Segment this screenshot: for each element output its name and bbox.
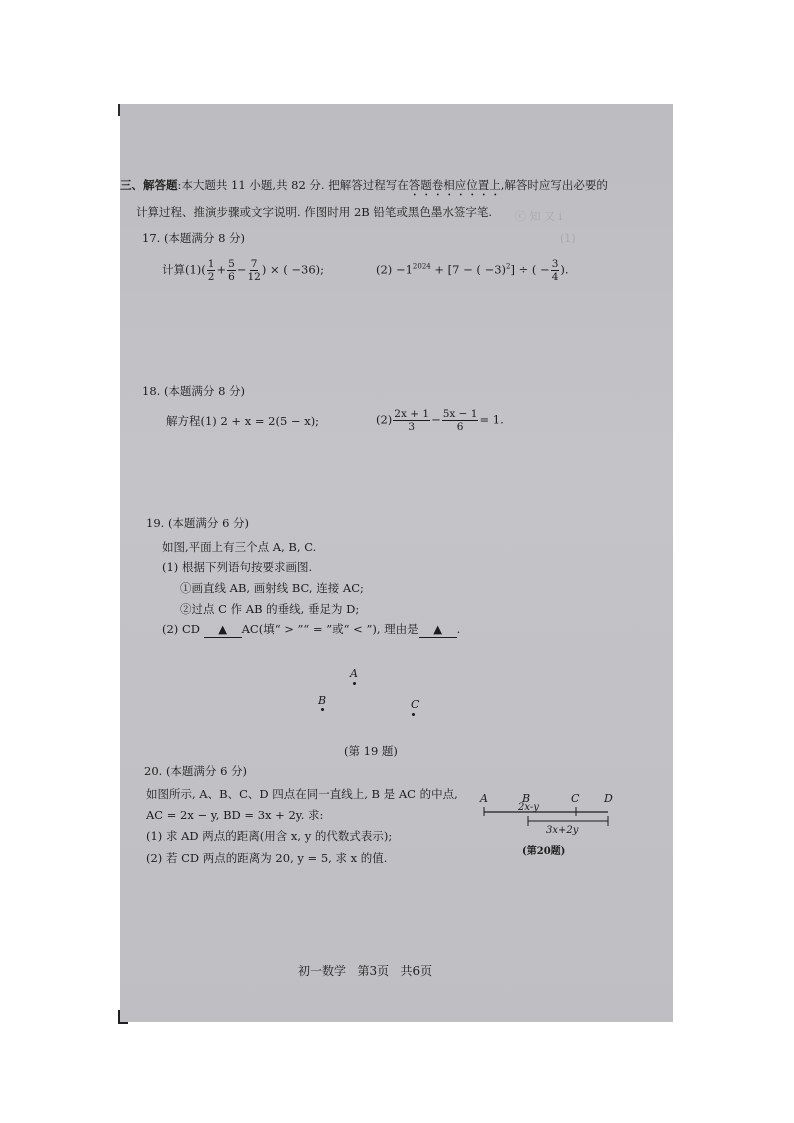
- answer-blank: ▲: [204, 622, 242, 638]
- question-17-part1: 计算(1)( $\frac{1}{2}$ + $\frac{5}{6}$ − $\frac{7}{12}$ ) × ( −36);: [162, 258, 325, 283]
- fig20-label-a: A: [480, 792, 488, 805]
- point-b-label: B: [318, 694, 327, 707]
- question-18-part2: (2) $\frac{2x + 1}{3}$ − $\frac{5x - 1}{6}$ = 1.: [376, 408, 504, 433]
- question-19-line1: 如图,平面上有三个点 A, B, C.: [162, 540, 317, 554]
- question-20-line1: 如图所示, A、B、C、D 四点在同一直线上, B 是 AC 的中点,: [146, 787, 458, 801]
- question-19-line2: (1) 根据下列语句按要求画图.: [162, 560, 313, 574]
- section-intro-line1: 三、解答题:本大题共 11 小题,共 82 分. 把解答过程写在答题卷相应位置上,解答时应写出必要的: [120, 178, 608, 192]
- figure-20-caption: (第20题): [522, 846, 566, 857]
- point-c-label: C: [411, 698, 420, 711]
- page-footer: 初一数学 第3页 共6页: [298, 964, 433, 978]
- fig20-segment-ac-label: 2x-y: [518, 802, 539, 813]
- question-19-line5: (2) CD ▲ AC(填“ > ”“ = ”或“ < ”), 理由是 ▲ .: [162, 622, 461, 636]
- fraction: $\frac{5x - 1}{6}$: [442, 408, 478, 433]
- fraction: $\frac{3}{4}$: [551, 258, 559, 283]
- fig20-segment-bd-label: 3x+2y: [546, 825, 579, 836]
- question-19-line3: ①画直线 AB, 画射线 BC, 连接 AC;: [180, 581, 364, 595]
- question-17-part2: $(2) -1^{2024} + [7$ − ( −3)$^2$] ÷ ( − $\frac{3}{4}$ ).: [376, 258, 569, 283]
- section-title: 三、解答题: [120, 178, 178, 192]
- question-18-header: 18. (本题满分 8 分): [142, 384, 246, 398]
- point-c: [412, 713, 415, 716]
- fraction: $\frac{1}{2}$: [207, 258, 215, 283]
- bleed-through-mark: (1): [560, 232, 576, 245]
- question-18-part1: 解方程(1) 2 + x = 2(5 − x);: [166, 414, 320, 428]
- point-a: [353, 682, 356, 685]
- point-a-label: A: [350, 667, 358, 680]
- answer-blank: ▲: [419, 622, 457, 638]
- fig20-label-c: C: [571, 792, 580, 805]
- fig20-label-b: B: [522, 792, 531, 805]
- question-20-header: 20. (本题满分 6 分): [144, 764, 248, 778]
- fig20-label-d: D: [604, 792, 613, 805]
- fraction: $\frac{7}{12}$: [247, 258, 261, 283]
- bleed-through-mark: ⓒ 知 又 i: [515, 210, 563, 223]
- fraction: $\frac{2x + 1}{3}$: [394, 408, 430, 433]
- question-20-line2: AC = 2x − y, BD = 3x + 2y. 求:: [146, 808, 324, 822]
- exam-page: [120, 104, 673, 1022]
- figure-19-caption: (第 19 题): [344, 744, 398, 758]
- question-20-line4: (2) 若 CD 两点的距离为 20, y = 5, 求 x 的值.: [146, 851, 388, 865]
- question-19-header: 19. (本题满分 6 分): [146, 516, 250, 530]
- question-20-line3: (1) 求 AD 两点的距离(用含 x, y 的代数式表示);: [146, 829, 393, 843]
- question-17-header: 17. (本题满分 8 分): [142, 231, 246, 245]
- question-19-line4: ②过点 C 作 AB 的垂线, 垂足为 D;: [180, 602, 360, 616]
- fraction: $\frac{5}{6}$: [228, 258, 235, 283]
- section-intro-line2: 计算过程、推演步骤或文字说明. 作图时用 2B 铅笔或黑色墨水签字笔.: [136, 205, 493, 219]
- point-b: [321, 708, 324, 711]
- figure-20-diagram: [476, 788, 616, 868]
